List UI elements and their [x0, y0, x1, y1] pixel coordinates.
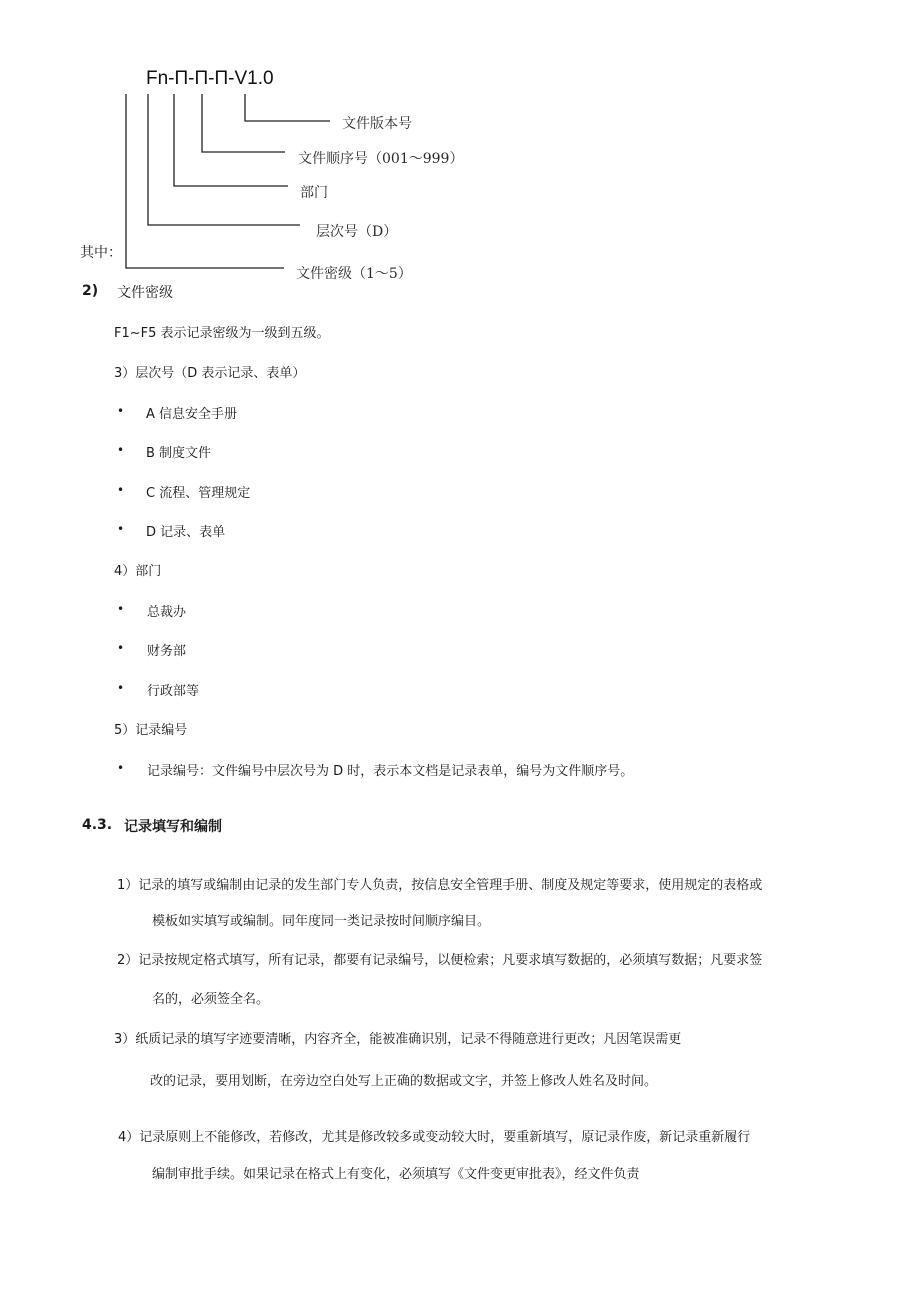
paragraph-4-line-1: 4）记录原则上不能修改，若修改，尤其是修改较多或变动较大时，要重新填写，原记录作废，新记录重新履行: [118, 1130, 751, 1145]
file-code-format: Fn-П-П-П-V1.0: [146, 68, 274, 89]
section-43-title: 记录填写和编制: [124, 819, 222, 835]
label-sequence: 文件顺序号（001～999）: [298, 151, 464, 167]
section-5-heading: 5）记录编号: [114, 723, 188, 738]
bullet-marker: •: [117, 761, 125, 775]
paragraph-2-line-2: 名的，必须签全名。: [152, 992, 270, 1007]
bullet-marker: •: [117, 602, 125, 616]
list-item: 财务部: [147, 644, 187, 659]
section-3-heading: 3）层次号（D 表示记录、表单）: [114, 366, 306, 381]
section-43-number: 4.3.: [82, 817, 113, 833]
list-item: 行政部等: [147, 684, 200, 699]
section-4-heading: 4）部门: [114, 564, 162, 579]
section-2-title: 文件密级: [117, 285, 173, 301]
bullet-marker: •: [117, 641, 125, 655]
level-connector: [148, 94, 300, 225]
qizhong-label: 其中：: [80, 245, 122, 261]
paragraph-1-line-2: 模板如实填写或编制。同年度同一类记录按时间顺序编目。: [152, 914, 491, 929]
sequence-connector: [202, 94, 285, 152]
section-2-number: 2): [82, 283, 99, 299]
department-connector: [174, 94, 288, 186]
version-connector: [245, 94, 330, 121]
security-connector: [126, 94, 284, 268]
paragraph-4-line-2: 编制审批手续。如果记录在格式上有变化，必须填写《文件变更审批表》，经文件负责: [152, 1167, 640, 1182]
paragraph-3-line-1: 3）纸质记录的填写字迹要清晰，内容齐全，能被准确识别，记录不得随意进行更改；凡因笔误需更: [114, 1032, 682, 1047]
bullet-marker: •: [117, 404, 125, 418]
bullet-marker: •: [117, 522, 125, 536]
list-item: 记录编号：文件编号中层次号为 D 时，表示本文档是记录表单，编号为文件顺序号。: [147, 764, 634, 779]
paragraph-3-line-2: 改的记录，要用划断，在旁边空白处写上正确的数据或文字，并签上修改人姓名及时间。: [150, 1074, 658, 1089]
list-item: 总裁办: [147, 605, 187, 620]
bullet-marker: •: [117, 483, 125, 497]
paragraph-2-line-1: 2）记录按规定格式填写，所有记录，都要有记录编号，以便检索；凡要求填写数据的，必须填写数据；凡要求签: [117, 953, 763, 968]
list-item: A 信息安全手册: [146, 407, 238, 422]
bullet-marker: •: [117, 443, 125, 457]
bullet-marker: •: [117, 681, 125, 695]
label-security: 文件密级（1～5）: [296, 266, 412, 282]
list-item: B 制度文件: [146, 446, 212, 461]
list-item: D 记录、表单: [146, 525, 226, 540]
label-department: 部门: [300, 185, 328, 201]
paragraph-1-line-1: 1）记录的填写或编制由记录的发生部门专人负责，按信息安全管理手册、制度及规定等要求，使用规定的表格或: [117, 878, 763, 893]
label-level: 层次号（D）: [316, 224, 398, 240]
label-version: 文件版本号: [342, 116, 412, 132]
section-2-description: F1~F5 表示记录密级为一级到五级。: [114, 326, 330, 341]
list-item: C 流程、管理规定: [146, 486, 251, 501]
